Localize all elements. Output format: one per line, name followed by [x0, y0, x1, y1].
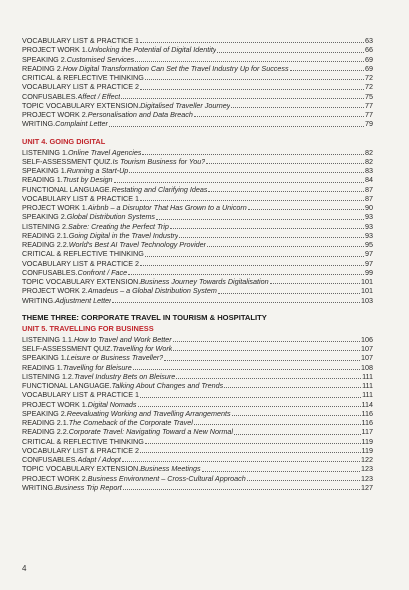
- toc-entry: [22, 286, 373, 295]
- unit-4-heading: UNIT 4. GOING DIGITAL: [22, 136, 106, 146]
- toc-entry: [22, 353, 373, 362]
- toc-entry-label: WRITING.: [22, 482, 56, 492]
- table-of-contents: [22, 36, 373, 492]
- toc-entry-title: Sabre: Creating the Perfect Trip: [67, 221, 169, 231]
- toc-entry-label: CRITICAL & REFLECTIVE THINKING: [22, 73, 144, 82]
- toc-entry: [22, 82, 373, 91]
- dot-leader: [248, 203, 364, 210]
- dot-leader: [140, 194, 364, 201]
- toc-entry-page: 77: [365, 100, 373, 110]
- toc-entry: [22, 335, 373, 344]
- dot-leader: [122, 455, 360, 462]
- toc-entry-label: VOCABULARY LIST & PRACTICE 1: [22, 390, 140, 400]
- toc-entry-title: Complaint Letter: [55, 119, 108, 129]
- toc-entry-title: Corporate Travel: Navigating Toward a New Normal: [68, 427, 233, 437]
- toc-entry-page: 119: [361, 436, 373, 446]
- toc-entry-page: 72: [365, 82, 373, 92]
- toc-entry-title: Business Journey Towards Digitalisation: [140, 277, 269, 286]
- toc-entry-label: CONFUSABLES.: [22, 455, 78, 464]
- toc-entry: [22, 157, 373, 166]
- toc-entry-title: Running a Start-Up: [66, 166, 129, 175]
- toc-entry-page: 69: [365, 54, 373, 64]
- toc-entry: [22, 240, 373, 249]
- toc-entry: [22, 363, 373, 372]
- toc-entry: [22, 277, 373, 286]
- toc-entry-title: How Digital Transformation Can Set the Travel Industry Up for Success: [62, 63, 289, 73]
- toc-entry-label: VOCABULARY LIST & PRACTICE 2: [22, 258, 140, 268]
- dot-leader: [135, 55, 364, 62]
- toc-entry: [22, 212, 373, 221]
- toc-entry: [22, 296, 373, 305]
- toc-entry-label: SELF-ASSESSMENT QUIZ.: [22, 344, 113, 353]
- toc-entry: [22, 45, 373, 54]
- dot-leader: [140, 446, 360, 453]
- toc-entry-label: VOCABULARY LIST & PRACTICE 1: [22, 36, 140, 45]
- toc-entry: [22, 119, 373, 128]
- toc-entry: [22, 390, 373, 399]
- toc-entry-label: TOPIC VOCABULARY EXTENSION.: [22, 100, 141, 110]
- dot-leader: [140, 259, 364, 266]
- toc-entry-title: Airbnb – a Disruptor That Has Grown to a Unicorn: [87, 203, 247, 212]
- toc-entry: [22, 194, 373, 203]
- unit-5-heading: UNIT 5. TRAVELLING FOR BUSINESS: [22, 323, 154, 333]
- toc-unit-4: [22, 148, 373, 305]
- dot-leader: [145, 73, 364, 80]
- toc-entry-title: How to Travel and Work Better: [73, 334, 172, 344]
- toc-entry-label: READING 2.1.: [22, 418, 69, 427]
- dot-leader: [133, 363, 360, 370]
- toc-entry: [22, 231, 373, 240]
- toc-entry-label: PROJECT WORK 2.: [22, 110, 88, 119]
- toc-entry-title: Amadeus – a Global Distribution System: [87, 286, 217, 296]
- dot-leader: [202, 464, 360, 471]
- toc-entry-title: Adapt / Adopt: [77, 455, 121, 464]
- toc-entry-page: 114: [361, 399, 373, 409]
- toc-entry-title: Personalisation and Data Breach: [87, 110, 193, 119]
- dot-leader: [138, 400, 361, 407]
- toc-entry-label: PROJECT WORK 2.: [22, 473, 88, 483]
- toc-entry-label: READING 1.: [22, 175, 63, 185]
- dot-leader: [179, 231, 364, 238]
- dot-leader: [129, 166, 364, 173]
- dot-leader: [234, 427, 361, 434]
- toc-entry: [22, 455, 373, 464]
- toc-entry-label: CRITICAL & REFLECTIVE THINKING: [22, 249, 144, 259]
- dot-leader: [232, 409, 361, 416]
- toc-entry-page: 99: [365, 267, 373, 277]
- dot-leader: [194, 418, 361, 425]
- toc-entry-title: Restating and Clarifying Ideas: [111, 184, 208, 194]
- dot-leader: [218, 286, 360, 293]
- toc-entry: [22, 268, 373, 277]
- toc-entry: [22, 483, 373, 492]
- dot-leader: [247, 474, 360, 481]
- toc-entry-page: 123: [361, 473, 373, 483]
- toc-entry-page: 127: [361, 482, 373, 492]
- toc-entry-page: 108: [361, 362, 373, 372]
- dot-leader: [207, 240, 364, 247]
- toc-entry-label: CONFUSABLES.: [22, 91, 78, 101]
- toc-entry: [22, 36, 373, 45]
- toc-section-1: [22, 36, 373, 129]
- toc-entry-label: PROJECT WORK 2.: [22, 286, 88, 296]
- toc-entry-page: 77: [365, 110, 373, 119]
- toc-entry-page: 90: [365, 203, 373, 212]
- toc-entry-title: Confront / Face: [77, 267, 128, 277]
- toc-entry-page: 123: [361, 464, 373, 474]
- toc-entry-title: Business Environment – Cross-Cultural Approach: [87, 473, 246, 483]
- toc-entry-page: 117: [361, 427, 373, 437]
- toc-entry: [22, 92, 373, 101]
- toc-entry: [22, 55, 373, 64]
- toc-entry-page: 101: [361, 286, 373, 296]
- dot-leader: [145, 437, 361, 444]
- toc-entry-title: Trust by Design: [62, 175, 113, 185]
- dot-leader: [173, 344, 360, 351]
- toc-entry-page: 75: [365, 91, 373, 101]
- toc-entry-label: FUNCTIONAL LANGUAGE.: [22, 381, 112, 390]
- toc-entry-label: TOPIC VOCABULARY EXTENSION.: [22, 277, 141, 286]
- dot-leader: [145, 249, 364, 256]
- toc-entry-page: 87: [365, 184, 373, 194]
- toc-entry-page: 116: [361, 408, 373, 418]
- toc-entry: [22, 73, 373, 82]
- toc-entry-page: 79: [365, 119, 373, 129]
- toc-entry-title: Travelling for Bleisure: [62, 362, 132, 372]
- toc-entry-page: 122: [361, 455, 373, 464]
- dot-leader: [128, 268, 364, 275]
- dot-leader: [112, 296, 360, 303]
- toc-entry: [22, 64, 373, 73]
- toc-entry-title: Leisure or Business Traveller?: [66, 353, 164, 363]
- dot-leader: [140, 36, 364, 43]
- toc-entry: [22, 437, 373, 446]
- dot-leader: [270, 277, 360, 284]
- toc-entry: [22, 409, 373, 418]
- toc-entry-label: READING 2.: [22, 63, 63, 73]
- toc-entry-label: SPEAKING 2.: [22, 408, 67, 418]
- dot-leader: [121, 92, 364, 99]
- toc-entry-label: PROJECT WORK 1.: [22, 203, 88, 212]
- toc-entry-page: 63: [365, 36, 373, 45]
- toc-entry-page: 116: [361, 418, 373, 427]
- toc-entry-label: CONFUSABLES.: [22, 267, 78, 277]
- dot-leader: [140, 390, 361, 397]
- toc-unit-5: [22, 335, 373, 492]
- toc-entry-label: PROJECT WORK 1.: [22, 399, 88, 409]
- theme-three-heading: THEME THREE: CORPORATE TRAVEL IN TOURISM & HOSPITALITY: [22, 312, 267, 322]
- toc-entry-label: LISTENING 1.: [22, 147, 68, 157]
- dot-leader: [208, 185, 364, 192]
- toc-entry-label: VOCABULARY LIST & PRACTICE 2: [22, 82, 140, 92]
- toc-entry-label: LISTENING 1.2.: [22, 371, 74, 381]
- toc-entry-page: 69: [365, 63, 373, 73]
- toc-entry-label: CRITICAL & REFLECTIVE THINKING: [22, 436, 144, 446]
- toc-entry: [22, 203, 373, 212]
- toc-entry-title: Going Digital in the Travel Industry: [68, 230, 179, 240]
- dot-leader: [290, 64, 364, 71]
- toc-entry-title: World's Best AI Travel Technology Provider: [68, 240, 207, 249]
- dot-leader: [109, 119, 364, 126]
- toc-entry-page: 83: [365, 166, 373, 175]
- toc-entry: [22, 427, 373, 436]
- toc-entry-title: Global Distribution Systems: [66, 212, 156, 222]
- toc-entry-title: Online Travel Agencies: [67, 147, 142, 157]
- toc-entry: [22, 418, 373, 427]
- toc-entry: [22, 446, 373, 455]
- toc-entry-title: Reevaluating Working and Travelling Arrangements: [66, 408, 231, 418]
- toc-entry-label: SPEAKING 1.: [22, 353, 67, 363]
- toc-entry: [22, 222, 373, 231]
- dot-leader: [173, 335, 360, 342]
- toc-entry-page: 111: [362, 381, 373, 390]
- toc-entry-title: Business Trip Report: [55, 482, 122, 492]
- toc-entry: [22, 372, 373, 381]
- toc-entry-page: 106: [361, 334, 373, 344]
- toc-entry: [22, 148, 373, 157]
- toc-entry-page: 93: [365, 212, 373, 222]
- dot-leader: [114, 175, 364, 182]
- toc-entry-page: 82: [365, 156, 373, 166]
- toc-entry-label: READING 2.2.: [22, 427, 69, 437]
- toc-entry-label: VOCABULARY LIST & PRACTICE 2: [22, 445, 140, 455]
- toc-entry-title: Digitalised Traveller Journey: [140, 100, 231, 110]
- toc-entry-page: 119: [361, 445, 373, 455]
- toc-entry: [22, 400, 373, 409]
- toc-entry-page: 101: [361, 277, 373, 286]
- dot-leader: [156, 212, 364, 219]
- dot-leader: [231, 101, 364, 108]
- dot-leader: [176, 372, 361, 379]
- dot-leader: [170, 222, 364, 229]
- toc-entry: [22, 166, 373, 175]
- toc-entry-label: LISTENING 1.1.: [22, 334, 74, 344]
- toc-entry: [22, 344, 373, 353]
- toc-entry: [22, 175, 373, 184]
- toc-entry-label: WRITING.: [22, 119, 56, 129]
- toc-entry-page: 111: [362, 371, 373, 381]
- toc-entry-page: 97: [365, 249, 373, 259]
- toc-entry-label: READING 1.: [22, 362, 63, 372]
- toc-entry-label: WRITING.: [22, 295, 56, 305]
- toc-entry-page: 82: [365, 147, 373, 157]
- toc-entry-page: 111: [362, 390, 373, 400]
- page-number: 4: [22, 564, 27, 573]
- toc-entry-page: 97: [365, 258, 373, 268]
- toc-entry-title: Is Tourism Business for You?: [112, 156, 206, 166]
- toc-entry-title: Adjustment Letter: [55, 295, 112, 305]
- toc-entry-label: PROJECT WORK 1.: [22, 45, 88, 55]
- toc-entry-title: Business Meetings: [140, 464, 201, 474]
- toc-entry-label: TOPIC VOCABULARY EXTENSION.: [22, 464, 141, 474]
- toc-entry-page: 84: [365, 175, 373, 185]
- toc-entry-label: FUNCTIONAL LANGUAGE.: [22, 184, 112, 194]
- toc-entry-page: 103: [361, 295, 373, 305]
- toc-entry-label: SPEAKING 2.: [22, 212, 67, 222]
- toc-entry-title: Customised Services: [66, 54, 135, 64]
- toc-entry-page: 107: [361, 344, 373, 353]
- dot-leader: [123, 483, 360, 490]
- toc-entry: [22, 259, 373, 268]
- toc-entry-label: VOCABULARY LIST & PRACTICE 1: [22, 193, 140, 203]
- dot-leader: [142, 148, 364, 155]
- toc-entry-page: 87: [365, 193, 373, 203]
- toc-entry-label: SELF-ASSESSMENT QUIZ.: [22, 156, 113, 166]
- toc-entry-page: 107: [361, 353, 373, 363]
- toc-entry-title: Travelling for Work: [112, 344, 173, 353]
- dot-leader: [164, 353, 360, 360]
- toc-entry-label: LISTENING 2.: [22, 221, 68, 231]
- toc-entry: [22, 249, 373, 258]
- toc-entry-page: 93: [365, 230, 373, 240]
- toc-entry-title: Unlocking the Potential of Digital Identity: [87, 45, 217, 55]
- toc-entry-page: 66: [365, 45, 373, 55]
- toc-entry-page: 93: [365, 221, 373, 231]
- toc-entry-page: 72: [365, 73, 373, 82]
- toc-entry-title: Affect / Effect: [77, 91, 121, 101]
- dot-leader: [217, 45, 364, 52]
- toc-entry-title: Digital Nomads: [87, 399, 137, 409]
- toc-entry: [22, 185, 373, 194]
- dot-leader: [140, 82, 364, 89]
- toc-entry-label: SPEAKING 1.: [22, 166, 67, 175]
- toc-entry-label: SPEAKING 2.: [22, 54, 67, 64]
- toc-entry-label: READING 2.2.: [22, 240, 69, 249]
- toc-entry: [22, 474, 373, 483]
- toc-entry-title: The Comeback of the Corporate Travel: [68, 418, 193, 427]
- dot-leader: [224, 381, 361, 388]
- toc-entry: [22, 101, 373, 110]
- dot-leader: [206, 157, 364, 164]
- toc-entry-label: READING 2.1.: [22, 230, 69, 240]
- toc-entry-title: Travel Industry Bets on Bleisure: [73, 371, 176, 381]
- toc-entry: [22, 464, 373, 473]
- toc-entry: [22, 381, 373, 390]
- toc-entry-title: Talking About Changes and Trends: [111, 381, 224, 390]
- toc-entry-page: 95: [365, 240, 373, 249]
- dot-leader: [194, 110, 364, 117]
- toc-entry: [22, 110, 373, 119]
